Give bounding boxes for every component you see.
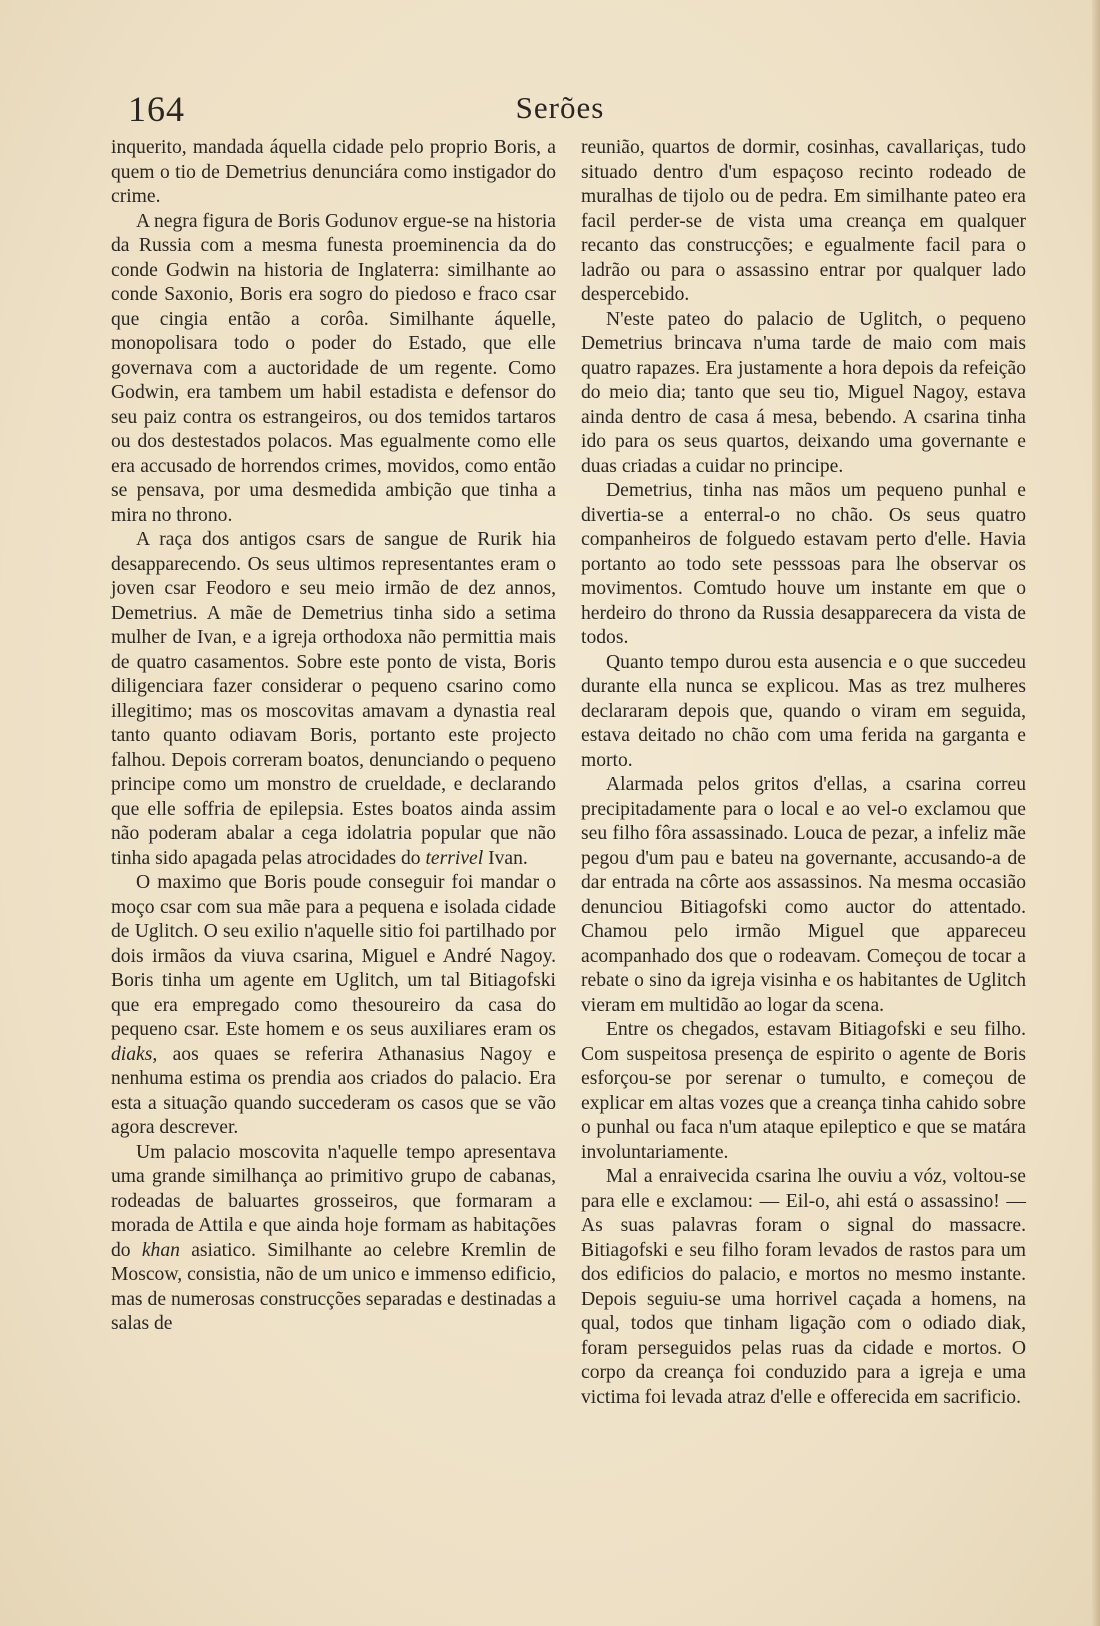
paragraph-text: Ivan. (488, 847, 528, 869)
paragraph: Quanto tempo durou esta ausencia e o que succedeu durante ella nunca se explicou. Mas as trez mulheres declararam depois que, quando o viram em seguida, estava deitado no chão com uma ferida na garganta e morto. (581, 651, 1026, 771)
paragraph: Demetrius, tinha nas mãos um pequeno punhal e divertia-se a enterral-o no chão. Os seus quatro companheiros de folguedo estavam perto d'elle. Havia portanto ao todo sete pesssoas para lhe observar os movimentos. Comtudo houve um instante em que o herdeiro do throno da Russia desapparecera da vista de todos. (581, 480, 1026, 648)
paragraph (111, 1141, 556, 1337)
left-column (111, 136, 556, 1337)
paragraph: Entre os chegados, estavam Bitiagofski e seu filho. Com suspeitosa presença de espirito o agente de Boris esforçou-se por serenar o tumulto, e começou de explicar em altas vozes que a creança tinha cahido sobre o punhal ou faca n'um ataque epileptico e que se matára involuntariamente. (581, 1019, 1026, 1163)
italic-word: terrivel (425, 847, 484, 869)
paragraph (111, 528, 556, 871)
paragraph: A negra figura de Boris Godunov ergue-se na historia da Russia com a mesma funesta proeminencia da do conde Godwin na historia de Inglaterra: similhante ao conde Saxonio, Boris era sogro do piedoso e fraco csar que cingia então a corôa. Similhante áquelle, monopolisara todo o poder do Estado, que elle governava com a auctoridade de um regente. Como Godwin, era tambem um habil estadista e defensor do seu paiz contra os estrangeiros, ou dos temidos tartaros ou dos destestados polacos. Mas egualmente como elle era accusado de horrendos crimes, movidos, como então se pensava, por uma desmedida ambição que tinha a mira no throno. (111, 210, 556, 526)
right-column (581, 136, 1026, 1410)
paragraph: N'este pateo do palacio de Uglitch, o pequeno Demetrius brincava n'uma tarde de maio com mais quatro rapazes. Era justamente a hora depois da refeição do meio dia; tanto que seu tio, Miguel Nagoy, estava ainda dentro de casa á mesa, bebendo. A csarina tinha ido para os seus quartos, deixando uma governante e duas criadas a cuidar no principe. (581, 308, 1026, 477)
paragraph (111, 871, 556, 1141)
paragraph: inquerito, mandada áquella cidade pelo proprio Boris, a quem o tio de Demetrius denunciára como instigador do crime. (111, 137, 556, 207)
page-header (0, 88, 1100, 138)
paragraph-text: O maximo que Boris poude conseguir foi mandar o moço csar com sua mãe para a pequena e isolada cidade de Uglitch. O seu exilio n'aquelle sitio foi partilhado por dois irmãos da viuva csarina, Miguel e André Nagoy. Boris tinha um agente em Uglitch, um tal Bitiagofski que era empregado como thesoureiro da casa do pequeno csar. Este homem e os seus auxiliares eram os (111, 872, 556, 1040)
paragraph-text: aos quaes se referira Athanasius Nagoy e nenhuma estima os prendia aos criados do palacio. Era esta a situação quando succederam os casos que se vão agora descrever. (111, 1043, 556, 1138)
paragraph: reunião, quartos de dormir, cosinhas, cavallariças, tudo situado dentro d'um espaçoso recinto rodeado de muralhas de tijolo ou de pedra. Em similhante pateo era facil perder-se de vista uma creança em qualquer recanto das construcções; e egualmente facil para o ladrão ou para o assassino entrar por qualquer lado despercebido. (581, 137, 1026, 305)
italic-word: diaks, (111, 1043, 158, 1065)
page-number: 164 (128, 89, 185, 129)
paragraph: Mal a enraivecida csarina lhe ouviu a vóz, voltou-se para elle e exclamou: — Eil-o, ahi está o assassino! — As suas palavras foram o signal do massacre. Bitiagofski e seu filho foram levados de rastos para um dos edificios do palacio, e mortos no mesmo instante. Depois seguiu-se uma horrivel caçada a homens, na qual, todos que tinham ligação com o odiado diak, foram perseguidos pelas ruas da cidade e mortos. O corpo da creança foi conduzido para a igreja e uma victima foi levada atraz d'elle e offerecida em sacrificio. (581, 1166, 1026, 1408)
paragraph-text: asiatico. Similhante ao celebre Kremlin de Moscow, consistia, não de um unico e immenso edificio, mas de numerosas construcções separadas e destinadas a salas de (111, 1239, 556, 1334)
italic-word: khan (141, 1239, 180, 1261)
paragraph-text: Um palacio moscovita n'aquelle tempo apresentava uma grande similhança ao primitivo grupo de cabanas, rodeadas de baluartes grosseiros, que formaram a morada de Attila e que ainda hoje formam as habitações do (111, 1141, 556, 1261)
page-edge (1092, 0, 1100, 1626)
paragraph: Alarmada pelos gritos d'ellas, a csarina correu precipitadamente para o local e ao vel-o exclamou que seu filho fôra assassinado. Louca de pezar, a infeliz mãe pegou d'um pau e bateu na governante, accusando-a de dar entrada na côrte aos assassinos. Na mesma occasião denunciou Bitiagofski como auctor do attentado. Chamou pelo irmão Miguel que appareceu acompanhado dos que o rodeavam. Começou de tocar a rebate o sino da igreja visinha e os habitantes de Uglitch vieram em multidão ao logar da scena. (581, 774, 1026, 1016)
paragraph-text: A raça dos antigos csars de sangue de Rurik hia desapparecendo. Os seus ultimos representantes eram o joven csar Feodoro e seu meio irmão de dez annos, Demetrius. A mãe de Demetrius tinha sido a setima mulher de Ivan, e a igreja orthodoxa não permittia mais de quatro casamentos. Sobre este ponto de vista, Boris diligenciara fazer considerar o pequeno csarino como illegitimo; mas os moscovitas amavam a dynastia real tanto quanto odiavam Boris, portanto este projecto falhou. Depois correram boatos, denunciando o pequeno principe como um monstro de crueldade, e declarando que elle soffria de epilepsia. Estes boatos ainda assim não poderam abalar a cega idolatria popular que não tinha sido apagada pelas atrocidades do (111, 529, 556, 869)
running-title: Serões (515, 90, 605, 125)
